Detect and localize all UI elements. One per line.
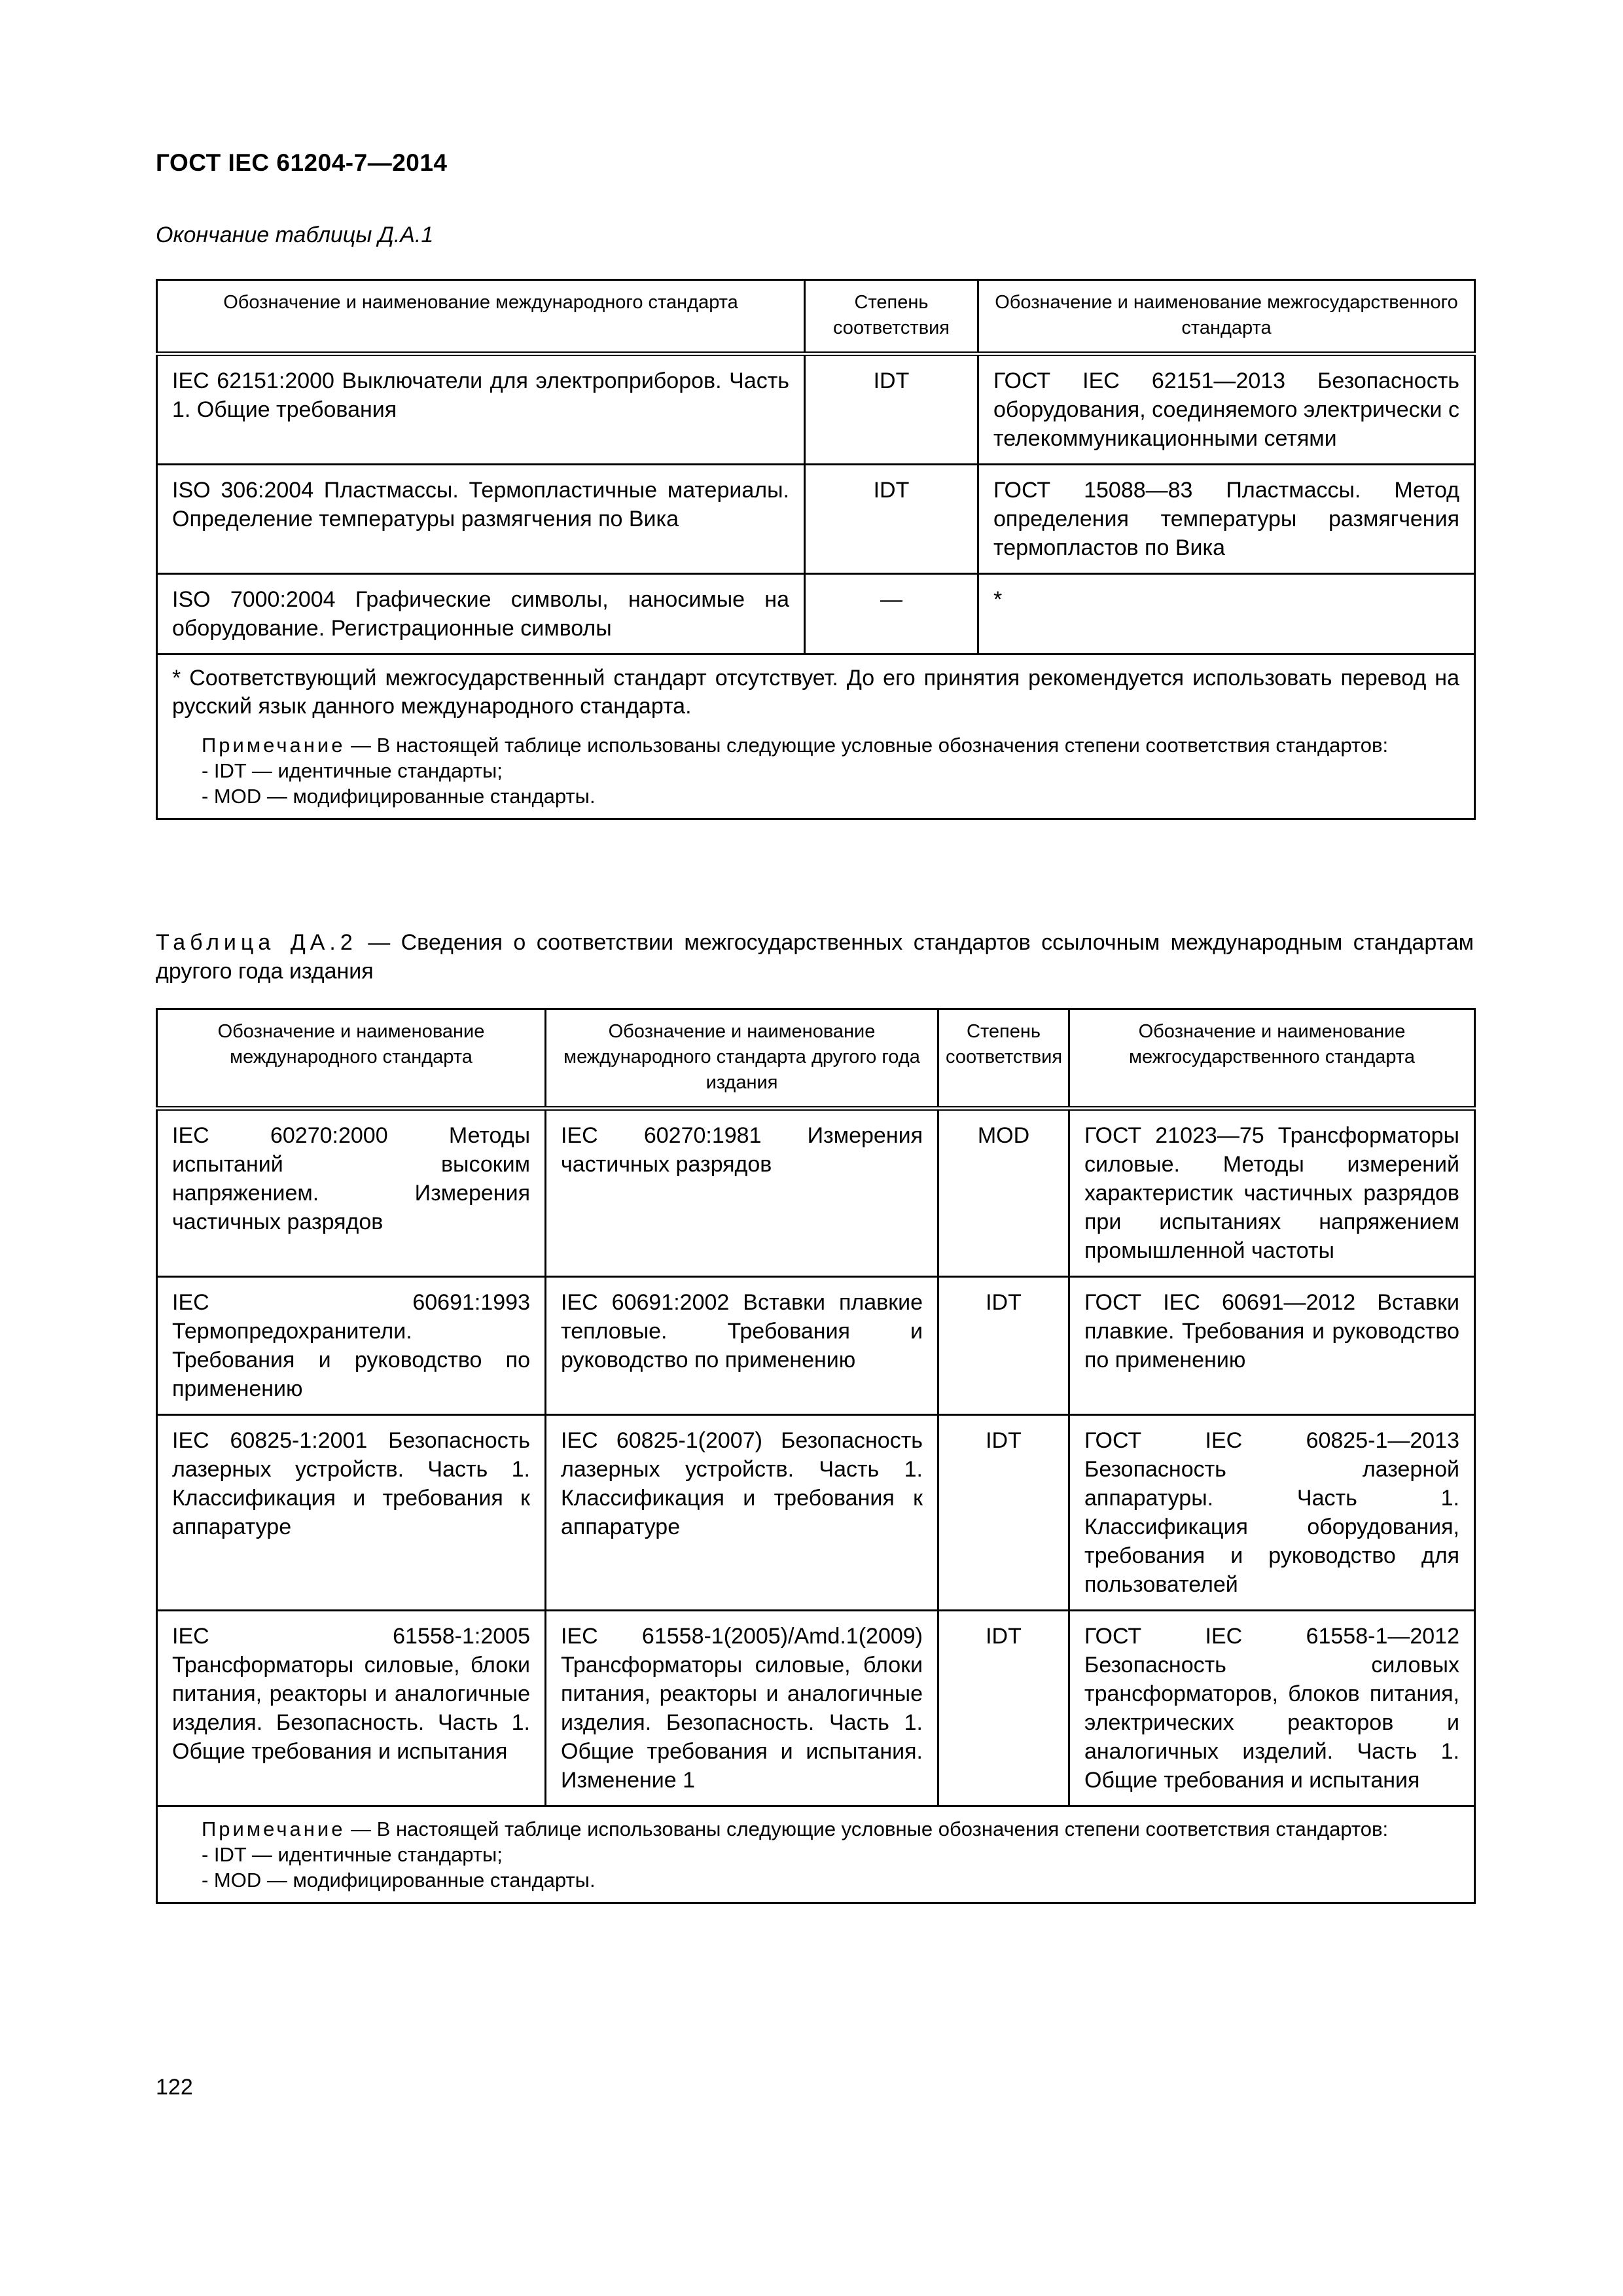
table2-header-row <box>157 1009 1475 1109</box>
table2-cell-intl: IEC 60691:1993 Термопредохранители. Требования и руководство по применению <box>157 1277 546 1415</box>
table1-note-item-idt: - IDT — идентичные стандарты; <box>202 759 503 782</box>
table-row <box>157 1277 1475 1415</box>
table1-cell-degree: IDT <box>805 465 978 574</box>
table1-cell-interstate: ГОСТ IEC 62151—2013 Безопасность оборудования, соединяемого электрически с телекоммуникационными сетями <box>978 354 1475 465</box>
table2-cell-intl: IEC 61558-1:2005 Трансформаторы силовые, блоки питания, реакторы и аналогичные изделия. Безопасность. Часть 1. Общие требования и испытания <box>157 1611 546 1806</box>
table2-caption <box>156 928 1474 986</box>
table2-header-intl-other: Обозначение и наименование международного стандарта другого года издания <box>546 1009 938 1109</box>
table1-continuation-label: Окончание таблицы Д.А.1 <box>156 223 434 247</box>
table2-note <box>172 1816 1459 1842</box>
document-header: ГОСТ IEC 61204-7—2014 <box>156 149 448 176</box>
table2-cell-interstate: ГОСТ IEC 61558-1—2012 Безопасность силовых трансформаторов, блоков питания, электрических реакторов и аналогичных изделий. Часть 1. Общие требования и испытания <box>1069 1611 1475 1806</box>
table2-cell-intl: IEC 60825-1:2001 Безопасность лазерных устройств. Часть 1. Классификация и требования к аппаратуре <box>157 1415 546 1611</box>
table2-cell-intl-other: IEC 61558-1(2005)/Amd.1(2009) Трансформаторы силовые, блоки питания, реакторы и аналогичные изделия. Безопасность. Часть 1. Общие требования и испытания. Изменение 1 <box>546 1611 938 1806</box>
table2-note-row <box>157 1806 1475 1903</box>
table2-caption-text: — Сведения о соответствии межгосударственных стандартов ссылочным международным стандартам другого года издания <box>156 930 1474 984</box>
table1-header-intl: Обозначение и наименование международного стандарта <box>157 280 805 354</box>
table2-cell-degree: MOD <box>938 1109 1069 1277</box>
table1-footnote-row <box>157 655 1475 819</box>
table2-cell-interstate: ГОСТ IEC 60825-1—2013 Безопасность лазерной аппаратуры. Часть 1. Классификация оборудования, требования и руководство для пользователей <box>1069 1415 1475 1611</box>
table2-header-degree: Степень соответствия <box>938 1009 1069 1109</box>
page-number: 122 <box>156 2075 193 2100</box>
table2-header-intl: Обозначение и наименование международного стандарта <box>157 1009 546 1109</box>
table1-note-label: Примечание <box>202 734 346 757</box>
table1-note <box>172 732 1459 758</box>
table1-cell-interstate: * <box>978 574 1475 655</box>
table2-cell-interstate: ГОСТ 21023—75 Трансформаторы силовые. Методы измерений характеристик частичных разрядов при испытаниях напряжением промышленной частоты <box>1069 1109 1475 1277</box>
table2-cell-intl-other: IEC 60270:1981 Измерения частичных разрядов <box>546 1109 938 1277</box>
table1-cell-interstate: ГОСТ 15088—83 Пластмассы. Метод определения температуры размягчения термопластов по Вика <box>978 465 1475 574</box>
table-row <box>157 1611 1475 1806</box>
table-da1 <box>156 279 1476 820</box>
table2-header-interstate: Обозначение и наименование межгосударственного стандарта <box>1069 1009 1475 1109</box>
table-row <box>157 354 1475 465</box>
table2-note-item-idt: - IDT — идентичные стандарты; <box>202 1843 503 1866</box>
table2-note-cell <box>157 1806 1475 1903</box>
table2-cell-intl: IEC 60270:2000 Методы испытаний высоким напряжением. Измерения частичных разрядов <box>157 1109 546 1277</box>
table1-header-interstate: Обозначение и наименование межгосударственного стандарта <box>978 280 1475 354</box>
table1-header-degree: Степень соответствия <box>805 280 978 354</box>
table1-footnote: * Соответствующий межгосударственный стандарт отсутствует. До его принятия рекомендуется использовать перевод на русский язык данного международного стандарта. <box>172 666 1459 719</box>
table-row <box>157 1109 1475 1277</box>
table1-note-item-mod: - MOD — модифицированные стандарты. <box>202 785 596 808</box>
table1-cell-degree: IDT <box>805 354 978 465</box>
table2-note-item-mod: - MOD — модифицированные стандарты. <box>202 1869 596 1892</box>
table2-cell-intl-other: IEC 60691:2002 Вставки плавкие тепловые. Требования и руководство по применению <box>546 1277 938 1415</box>
table-row <box>157 574 1475 655</box>
table1-cell-degree: — <box>805 574 978 655</box>
table2-note-label: Примечание <box>202 1818 346 1840</box>
table1-cell-intl: IEC 62151:2000 Выключатели для электроприборов. Часть 1. Общие требования <box>157 354 805 465</box>
table2-cell-degree: IDT <box>938 1277 1069 1415</box>
table2-cell-degree: IDT <box>938 1415 1069 1611</box>
table1-cell-intl: ISO 306:2004 Пластмассы. Термопластичные материалы. Определение температуры размягчения по Вика <box>157 465 805 574</box>
table2-cell-degree: IDT <box>938 1611 1069 1806</box>
table1-footnote-cell <box>157 655 1475 819</box>
table-da2 <box>156 1008 1476 1904</box>
table2-caption-label: Таблица ДА.2 <box>156 930 357 955</box>
table2-cell-intl-other: IEC 60825-1(2007) Безопасность лазерных устройств. Часть 1. Классификация и требования к аппаратуре <box>546 1415 938 1611</box>
table2-note-text: — В настоящей таблице использованы следующие условные обозначения степени соответствия стандартов: <box>345 1818 1389 1840</box>
table2-cell-interstate: ГОСТ IEC 60691—2012 Вставки плавкие. Требования и руководство по применению <box>1069 1277 1475 1415</box>
table-row <box>157 1415 1475 1611</box>
table1-cell-intl: ISO 7000:2004 Графические символы, наносимые на оборудование. Регистрационные символы <box>157 574 805 655</box>
table1-note-text: — В настоящей таблице использованы следующие условные обозначения степени соответствия стандартов: <box>345 734 1389 757</box>
table-row <box>157 465 1475 574</box>
table1-header-row <box>157 280 1475 354</box>
